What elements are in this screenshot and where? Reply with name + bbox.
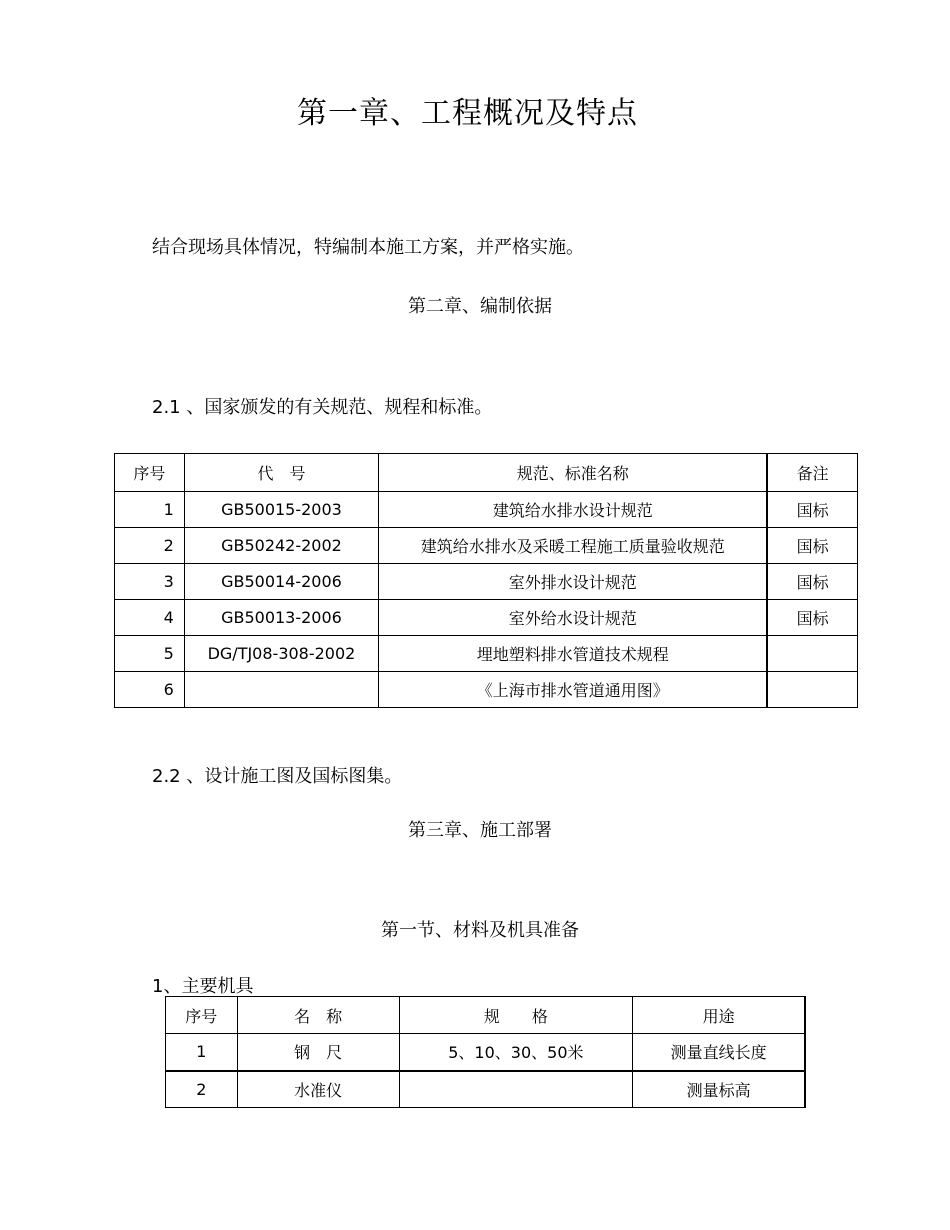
standard-code: GB50242-2002 — [184, 528, 378, 564]
tool-use: 测量直线长度 — [633, 1034, 805, 1071]
standard-name: 室外排水设计规范 — [379, 564, 768, 600]
section-2-1-heading: 2.1 、国家颁发的有关规范、规程和标准。 — [152, 397, 493, 418]
header-cell: 规范、标准名称 — [379, 454, 768, 492]
tool-use: 测量标高 — [633, 1071, 805, 1108]
table-row — [115, 636, 858, 672]
table-row — [115, 492, 858, 528]
header-cell: 用途 — [633, 997, 805, 1034]
standard-name: 建筑给水排水及采暖工程施工质量验收规范 — [379, 528, 768, 564]
tool-spec — [399, 1071, 633, 1108]
standard-code: DG/TJ08-308-2002 — [184, 636, 378, 672]
tools-table — [165, 996, 806, 1108]
standard-name: 《上海市排水管道通用图》 — [379, 672, 768, 708]
standard-note: 国标 — [767, 528, 857, 564]
table-row — [115, 600, 858, 636]
tool-name: 钢 尺 — [237, 1034, 399, 1071]
table-row — [166, 1034, 806, 1071]
table-row — [166, 1071, 806, 1108]
header-cell: 名 称 — [237, 997, 399, 1034]
row-number: 6 — [115, 672, 185, 708]
standard-name: 埋地塑料排水管道技术规程 — [379, 636, 768, 672]
header-cell: 序号 — [115, 454, 185, 492]
row-number: 5 — [115, 636, 185, 672]
standard-note — [767, 636, 857, 672]
row-number: 4 — [115, 600, 185, 636]
intro-paragraph: 结合现场具体情况，特编制本施工方案，并严格实施。 — [152, 237, 584, 258]
standard-code: GB50014-2006 — [184, 564, 378, 600]
standard-code: GB50013-2006 — [184, 600, 378, 636]
row-number: 1 — [115, 492, 185, 528]
chapter-2-heading: 第二章、编制依据 — [408, 296, 552, 317]
chapter-3-heading: 第三章、施工部署 — [408, 820, 552, 841]
row-number: 2 — [115, 528, 185, 564]
item-1-heading: 1、主要机具 — [152, 976, 254, 997]
tool-name: 水准仪 — [237, 1071, 399, 1108]
header-cell: 序号 — [166, 997, 238, 1034]
header-cell: 代 号 — [184, 454, 378, 492]
header-cell: 备注 — [767, 454, 857, 492]
table-row — [115, 672, 858, 708]
standards-table — [114, 453, 858, 708]
row-number: 2 — [166, 1071, 238, 1108]
page-title: 第一章、工程概况及特点 — [297, 96, 638, 131]
standard-note: 国标 — [767, 492, 857, 528]
standard-note: 国标 — [767, 564, 857, 600]
row-number: 3 — [115, 564, 185, 600]
standard-code — [184, 672, 378, 708]
section-1-heading: 第一节、材料及机具准备 — [381, 920, 579, 941]
tool-spec: 5、10、30、50米 — [399, 1034, 633, 1071]
table-header-row — [166, 997, 806, 1034]
section-2-2-heading: 2.2 、设计施工图及国标图集。 — [152, 766, 403, 787]
table-row — [115, 528, 858, 564]
row-number: 1 — [166, 1034, 238, 1071]
standard-note — [767, 672, 857, 708]
header-cell: 规 格 — [399, 997, 633, 1034]
table-header-row — [115, 454, 858, 492]
table-row — [115, 564, 858, 600]
standard-note: 国标 — [767, 600, 857, 636]
standard-name: 建筑给水排水设计规范 — [379, 492, 768, 528]
standard-name: 室外给水设计规范 — [379, 600, 768, 636]
standard-code: GB50015-2003 — [184, 492, 378, 528]
